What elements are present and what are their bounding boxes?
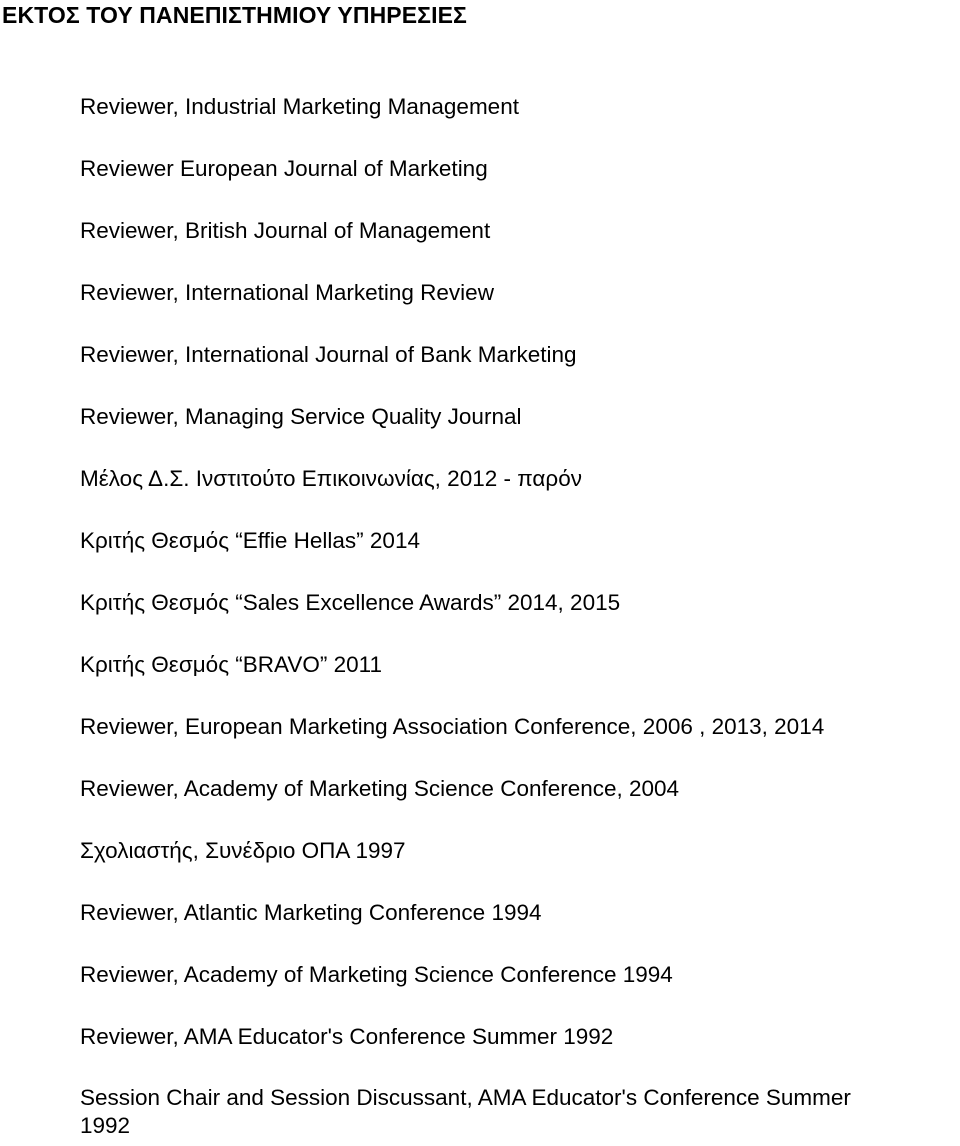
service-entry: Reviewer, European Marketing Association Conference, 2006 , 2013, 2014: [80, 714, 825, 739]
section-heading: ΕΚΤΟΣ ΤΟΥ ΠΑΝΕΠΙΣΤΗΜΙΟΥ ΥΠΗΡΕΣΙΕΣ: [2, 2, 467, 28]
service-entry: Reviewer, International Marketing Review: [80, 280, 494, 305]
service-entry: Κριτής Θεσμός “BRAVO” 2011: [80, 652, 383, 677]
service-entry: Reviewer, AMA Educator's Conference Summer 1992: [80, 1024, 614, 1049]
service-entry: Σχολιαστής, Συνέδριο ΟΠΑ 1997: [80, 838, 406, 863]
service-entry: Reviewer, Academy of Marketing Science Conference, 2004: [80, 776, 680, 801]
service-entry: Μέλος Δ.Σ. Ινστιτούτο Επικοινωνίας, 2012 - παρόν: [80, 466, 582, 491]
service-entry: Reviewer, Managing Service Quality Journal: [80, 404, 522, 429]
service-entry: Reviewer, Atlantic Marketing Conference 1994: [80, 900, 542, 925]
service-entry: Reviewer, International Journal of Bank Marketing: [80, 342, 577, 367]
service-list: [80, 92, 958, 1140]
service-entry: Reviewer, British Journal of Management: [80, 218, 491, 243]
service-entry: Reviewer, Academy of Marketing Science Conference 1994: [80, 962, 673, 987]
service-entry: Κριτής Θεσμός “Effie Hellas” 2014: [80, 528, 420, 553]
service-entry: Reviewer, Industrial Marketing Management: [80, 94, 519, 119]
service-entry: Reviewer European Journal of Marketing: [80, 156, 488, 181]
service-entry: Session Chair and Session Discussant, AMA Educator's Conference Summer 1992: [80, 1085, 851, 1138]
service-entry: Κριτής Θεσμός “Sales Excellence Awards” 2014, 2015: [80, 590, 621, 615]
